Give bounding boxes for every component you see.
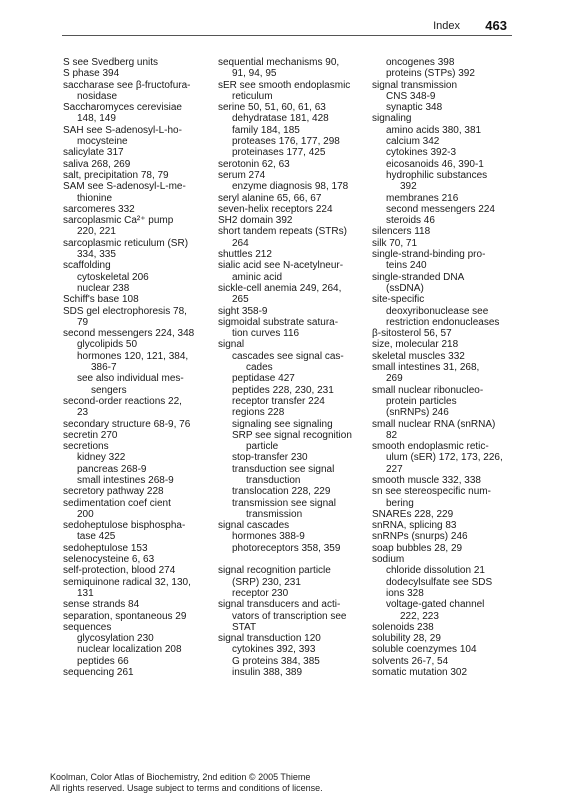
index-subentry: 264 xyxy=(232,237,249,249)
index-entry: β-sitosterol 56, 57 xyxy=(372,328,452,340)
index-subentry: G proteins 384, 385 xyxy=(232,655,320,667)
index-entry: small intestines 31, 268, xyxy=(372,362,480,374)
index-subentry: insulin 388, 389 xyxy=(232,667,303,679)
index-subentry: chloride dissolution 21 xyxy=(386,565,485,577)
index-entry: serine 50, 51, 60, 61, 63 xyxy=(218,102,326,114)
index-subentry: nuclear 238 xyxy=(77,282,130,294)
index-entry: single-strand-binding pro- xyxy=(372,249,486,261)
index-entry: signal cascades xyxy=(218,520,290,532)
index-subentry: sengers xyxy=(91,384,127,396)
index-subentry: peptides 228, 230, 231 xyxy=(232,384,334,396)
index-entry: signal transmission xyxy=(372,79,458,91)
index-entry: selenocysteine 6, 63 xyxy=(63,554,155,566)
index-subentry: protein particles xyxy=(386,395,457,407)
footer-line-2: All rights reserved. Usage subject to terms and conditions of license. xyxy=(50,783,323,793)
index-subentry: transduction see signal xyxy=(232,463,335,475)
index-subentry: membranes 216 xyxy=(386,192,459,204)
index-entry: S see Svedberg units xyxy=(63,57,159,68)
index-entry: scaffolding xyxy=(63,260,111,272)
index-subentry: peptides 66 xyxy=(77,655,129,667)
index-subentry: 23 xyxy=(77,407,89,419)
index-entry: solenoids 238 xyxy=(372,621,434,633)
index-subentry: amino acids 380, 381 xyxy=(386,124,482,136)
index-subentry: ions 328 xyxy=(386,587,424,599)
index-subentry: 79 xyxy=(77,316,89,328)
index-entry: secretin 270 xyxy=(63,429,118,441)
index-subentry: hormones 388-9 xyxy=(232,531,305,543)
index-entry: SH2 domain 392 xyxy=(218,215,293,227)
index-subentry: restriction endonucleases xyxy=(386,316,500,328)
index-entry: sigmoidal substrate satura- xyxy=(218,316,339,328)
index-subentry: dodecylsulfate see SDS xyxy=(386,576,493,588)
index-entry: saliva 268, 269 xyxy=(63,158,131,170)
index-subentry: bering xyxy=(386,497,414,509)
index-subentry: (SRP) 230, 231 xyxy=(232,576,301,588)
index-subentry: ulum (sER) 172, 173, 226, xyxy=(386,452,503,464)
index-subentry: proteinases 177, 425 xyxy=(232,147,326,159)
index-entry: secondary structure 68-9, 76 xyxy=(63,418,191,430)
index-entry: signal xyxy=(218,339,245,351)
index-entry: small nuclear RNA (snRNA) xyxy=(372,418,496,430)
index-subentry: oncogenes 398 xyxy=(386,57,455,68)
index-entry: SAM see S-adenosyl-L-me- xyxy=(63,181,186,193)
index-entry: sialic acid see N-acetylneur- xyxy=(218,260,344,272)
index-entry: sequences xyxy=(63,621,112,633)
index-entry: somatic mutation 302 xyxy=(372,667,468,679)
index-entry: SNAREs 228, 229 xyxy=(372,508,454,520)
index-entry: seven-helix receptors 224 xyxy=(218,203,333,215)
index-subentry: signaling see signaling xyxy=(232,418,333,430)
index-subentry: hormones 120, 121, 384, xyxy=(77,350,189,362)
index-subentry: 269 xyxy=(386,373,403,385)
index-entry: solubility 28, 29 xyxy=(372,633,441,645)
index-entry: shuttles 212 xyxy=(218,249,272,261)
index-entry: salicylate 317 xyxy=(63,147,124,159)
index-subentry: second messengers 224 xyxy=(386,203,495,215)
index-subentry: aminic acid xyxy=(232,271,283,283)
index-subentry: particle xyxy=(246,441,279,453)
index-subentry: 91, 94, 95 xyxy=(232,68,277,80)
index-subentry: stop-transfer 230 xyxy=(232,452,308,464)
index-subentry: eicosanoids 46, 390-1 xyxy=(386,158,484,170)
index-subentry: transmission see signal xyxy=(232,497,336,509)
index-subentry: cascades see signal cas- xyxy=(232,350,344,362)
index-entry: sedimentation coef cient xyxy=(63,497,171,509)
index-entry: SDS gel electrophoresis 78, xyxy=(63,305,187,317)
index-entry: short tandem repeats (STRs) xyxy=(218,226,347,238)
index-subentry: reticulum xyxy=(232,90,273,102)
index-subentry: tase 425 xyxy=(77,531,116,543)
index-subentry: 386-7 xyxy=(91,362,117,374)
index-entry: saccharase see β-fructofura- xyxy=(63,79,191,91)
index-subentry: calcium 342 xyxy=(386,136,440,148)
index-subentry: hydrophilic substances xyxy=(386,169,488,181)
index-entry: sequential mechanisms 90, xyxy=(218,57,340,68)
index-entry: sn see stereospecific num- xyxy=(372,486,491,498)
index-subentry: regions 228 xyxy=(232,407,285,419)
index-column-2 xyxy=(218,57,368,678)
index-entry: sequencing 261 xyxy=(63,667,134,679)
index-subentry: deoxyribonuclease see xyxy=(386,305,489,317)
index-subentry: nuclear localization 208 xyxy=(77,644,182,656)
index-entry: seryl alanine 65, 66, 67 xyxy=(218,192,322,204)
index-subentry: transmission xyxy=(246,508,303,520)
index-subentry: voltage-gated channel xyxy=(386,599,485,611)
index-subentry: STAT xyxy=(232,621,257,633)
index-entry: serotonin 62, 63 xyxy=(218,158,290,170)
index-subentry: glycosylation 230 xyxy=(77,633,154,645)
index-subentry: transduction xyxy=(246,474,301,486)
index-entry: site-specific xyxy=(372,294,425,306)
index-subentry: 334, 335 xyxy=(77,249,116,261)
index-subentry: teins 240 xyxy=(386,260,427,272)
index-subentry: receptor 230 xyxy=(232,587,289,599)
index-subentry: 131 xyxy=(77,587,94,599)
index-subentry: 82 xyxy=(386,429,398,441)
index-entry: secretory pathway 228 xyxy=(63,486,164,498)
index-entry: S phase 394 xyxy=(63,68,120,80)
index-subentry: receptor transfer 224 xyxy=(232,395,325,407)
index-subentry: cytokines 392-3 xyxy=(386,147,457,159)
index-entry: silencers 118 xyxy=(372,226,431,238)
index-subentry: 220, 221 xyxy=(77,226,116,238)
section-label: Index xyxy=(433,20,460,32)
index-subentry: pancreas 268-9 xyxy=(77,463,147,475)
index-subentry: kidney 322 xyxy=(77,452,126,464)
index-entry: snRNPs (snurps) 246 xyxy=(372,531,468,543)
index-entry: sarcomeres 332 xyxy=(63,203,135,215)
index-entry: serum 274 xyxy=(218,169,266,181)
copyright-footer xyxy=(50,772,323,794)
footer-line-1: Koolman, Color Atlas of Biochemistry, 2nd edition © 2005 Thieme xyxy=(50,772,311,782)
index-subentry: translocation 228, 229 xyxy=(232,486,331,498)
index-subentry: small intestines 268-9 xyxy=(77,474,174,486)
index-subentry: dehydratase 181, 428 xyxy=(232,113,329,125)
index-entry: smooth endoplasmic retic- xyxy=(372,441,489,453)
index-entry: salt, precipitation 78, 79 xyxy=(63,169,169,181)
index-entry: soap bubbles 28, 29 xyxy=(372,542,463,554)
index-entry: solvents 26-7, 54 xyxy=(372,655,449,667)
index-column-3 xyxy=(372,57,537,678)
index-entry: self-protection, blood 274 xyxy=(63,565,176,577)
index-entry: signal recognition particle xyxy=(218,565,331,577)
index-subentry: 227 xyxy=(386,463,403,475)
index-entry: sodium xyxy=(372,554,405,566)
index-entry: Schiff's base 108 xyxy=(63,294,139,306)
index-entry: size, molecular 218 xyxy=(372,339,459,351)
index-entry: secretions xyxy=(63,441,109,453)
index-subentry: 392 xyxy=(400,181,417,193)
index-subentry: mocysteine xyxy=(77,136,128,148)
index-entry: silk 70, 71 xyxy=(372,237,418,249)
index-entry: second messengers 224, 348 xyxy=(63,328,195,340)
index-entry: separation, spontaneous 29 xyxy=(63,610,187,622)
index-subentry: steroids 46 xyxy=(386,215,435,227)
index-entry: sedoheptulose 153 xyxy=(63,542,148,554)
index-entry: smooth muscle 332, 338 xyxy=(372,474,481,486)
index-entry: small nuclear ribonucleo- xyxy=(372,384,484,396)
index-subentry: cytokines 392, 393 xyxy=(232,644,316,656)
index-subentry: nosidase xyxy=(77,90,118,102)
index-subentry: CNS 348-9 xyxy=(386,90,436,102)
index-subentry: (ssDNA) xyxy=(386,282,424,294)
index-subentry: see also individual mes- xyxy=(77,373,184,385)
index-entry: signaling xyxy=(372,113,412,125)
index-subentry: 265 xyxy=(232,294,249,306)
index-entry: SAH see S-adenosyl-L-ho- xyxy=(63,124,182,136)
index-entry: sER see smooth endoplasmic xyxy=(218,79,351,91)
index-entry: sarcoplasmic Ca²⁺ pump xyxy=(63,215,174,227)
index-entry: snRNA, splicing 83 xyxy=(372,520,457,532)
index-spacer xyxy=(218,554,368,565)
index-subentry: 148, 149 xyxy=(77,113,116,125)
header-rule xyxy=(62,35,512,36)
index-entry: second-order reactions 22, xyxy=(63,395,182,407)
index-subentry: peptidase 427 xyxy=(232,373,295,385)
index-column-1 xyxy=(63,57,213,678)
running-header xyxy=(0,0,564,42)
index-entry: sedoheptulose bisphospha- xyxy=(63,520,186,532)
index-subentry: proteases 176, 177, 298 xyxy=(232,136,340,148)
index-subentry: cytoskeletal 206 xyxy=(77,271,149,283)
index-entry: Saccharomyces cerevisiae xyxy=(63,102,182,114)
index-subentry: thionine xyxy=(77,192,113,204)
index-subentry: enzyme diagnosis 98, 178 xyxy=(232,181,349,193)
index-entry: single-stranded DNA xyxy=(372,271,465,283)
index-entry: sense strands 84 xyxy=(63,599,140,611)
index-subentry: family 184, 185 xyxy=(232,124,300,136)
index-subentry: photoreceptors 358, 359 xyxy=(232,542,341,554)
index-subentry: synaptic 348 xyxy=(386,102,443,114)
index-entry: signal transducers and acti- xyxy=(218,599,341,611)
index-entry: sight 358-9 xyxy=(218,305,268,317)
index-subentry: 222, 223 xyxy=(400,610,439,622)
index-subentry: proteins (STPs) 392 xyxy=(386,68,475,80)
index-entry: signal transduction 120 xyxy=(218,633,321,645)
index-subentry: glycolipids 50 xyxy=(77,339,138,351)
index-subentry: SRP see signal recognition xyxy=(232,429,352,441)
index-entry: semiquinone radical 32, 130, xyxy=(63,576,191,588)
index-subentry: tion curves 116 xyxy=(232,328,300,340)
index-entry: sarcoplasmic reticulum (SR) xyxy=(63,237,189,249)
index-subentry: 200 xyxy=(77,508,94,520)
index-entry: soluble coenzymes 104 xyxy=(372,644,477,656)
page-number: 463 xyxy=(485,18,507,33)
index-subentry: vators of transcription see xyxy=(232,610,347,622)
index-subentry: cades xyxy=(246,362,273,374)
index-subentry: (snRNPs) 246 xyxy=(386,407,449,419)
index-entry: skeletal muscles 332 xyxy=(372,350,465,362)
index-entry: sickle-cell anemia 249, 264, xyxy=(218,282,342,294)
